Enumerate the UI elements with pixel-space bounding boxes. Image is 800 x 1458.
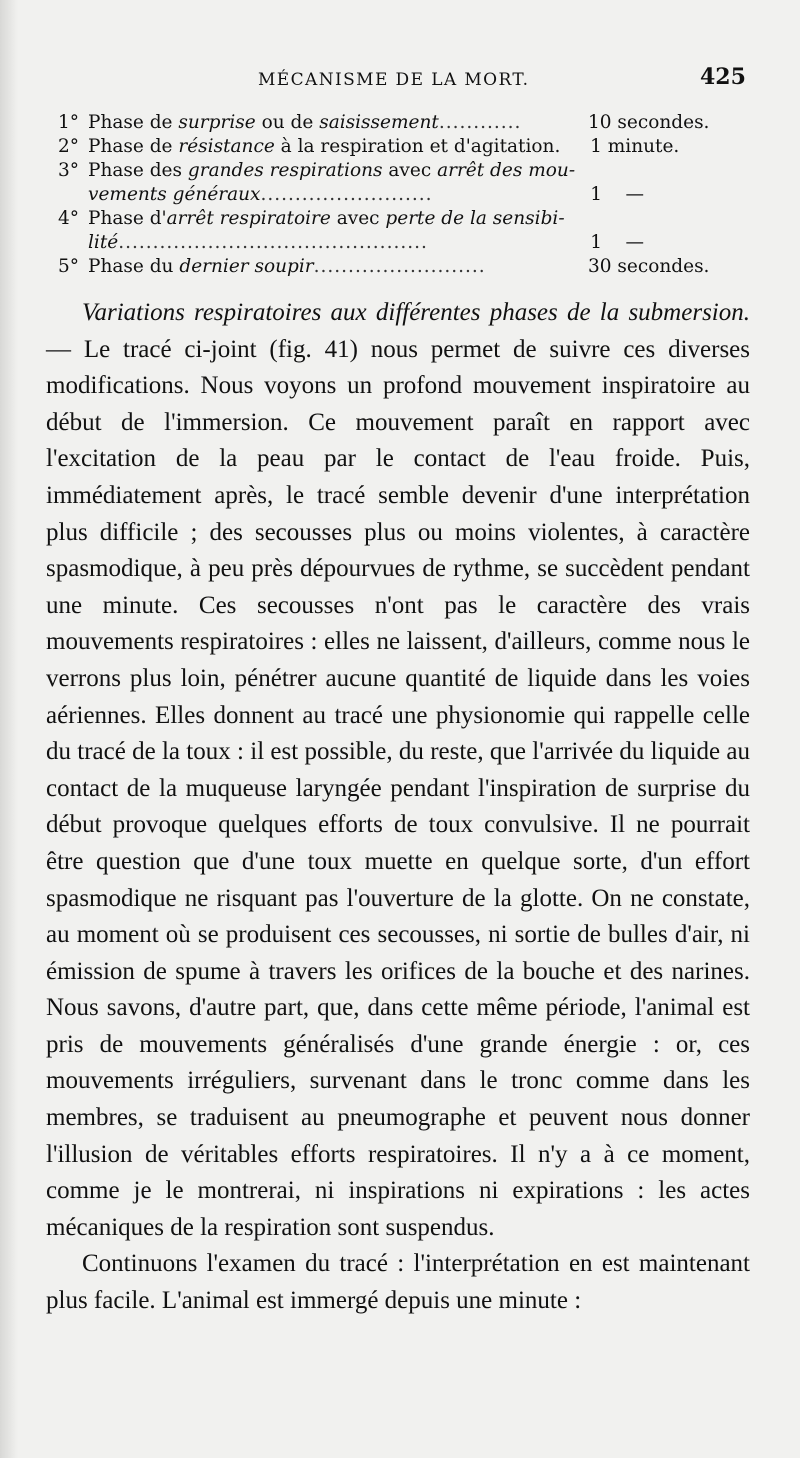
phase-duration: 10 secondes. [588, 112, 710, 133]
phase-label [58, 255, 588, 279]
leader-dots: ............ [438, 112, 522, 133]
phase-label [58, 135, 580, 159]
phase-label [58, 207, 588, 231]
phase-duration: 1 minute. [590, 136, 680, 157]
leader-dots: ............................................. [118, 232, 428, 253]
phase-row [58, 135, 728, 159]
phase-emphasis: vements généraux [88, 184, 261, 205]
phase-emphasis: perte de la sensibi- [385, 208, 565, 229]
section-title: Variations respiratoires aux différentes phases de la submersion. [82, 299, 750, 326]
leader-dots: ......................... [260, 184, 433, 205]
paragraph-text: — Le tracé ci-joint (fig. 41) nous permet de suivre ces diverses modifications. Nous voyons un profond mouvement inspiratoire au début de l'immersion. Ce mouvement paraît en rapport avec l'excitation de la peau par le contact de l'eau froide. Puis, immédiatement après, le tracé semble devenir d'une interprétation plus difficile ; des secousses plus ou moins violentes, à caractère spasmodique, à peu près dépourvues de rythme, se succèdent pendant une minute. Ces secousses n'ont pas le caractère des vrais mouvements respiratoires : elles ne laissent, d'ailleurs, comme nous le verrons plus loin, pénétrer aucune quantité de liquide dans les voies aériennes. Elles donnent au tracé une physionomie qui rappelle celle du tracé de la toux : il est possible, du reste, que l'arrivée du liquide au contact de la muqueuse laryngée pendant l'inspiration de surprise du début provoque quelques efforts de toux convulsive. Il ne pourrait être question que d'une toux muette en quelque sorte, d'un effort spasmodique ne risquant pas l'ouverture de la glotte. On ne constate, au moment où se produisent ces secousses, ni sortie de bulles d'air, ni émission de spume à travers les orifices de la bouche et des narines. Nous savons, d'autre part, que, dans cette même période, l'animal est pris de mouvements généralisés d'une grande énergie : or, ces mouvements irréguliers, survenant dans le tronc comme dans les membres, se traduisent au pneumographe et peuvent nous donner l'illusion de véritables efforts respiratoires. Il n'y a à ce moment, comme je le montrerai, ni inspirations ni expirations : les actes mécaniques de la respiration sont suspendus. [46, 335, 750, 1241]
phase-emphasis: saisissement [319, 112, 439, 133]
page-binding-shadow [0, 0, 18, 1458]
phase-number: 1° [58, 112, 80, 133]
phase-text: Phase des [88, 160, 188, 181]
phase-label [58, 111, 588, 135]
phase-text: Phase d' [88, 208, 167, 229]
phase-row [58, 159, 728, 183]
body-text [46, 295, 750, 1320]
phase-duration: 1 — [590, 184, 644, 205]
running-title: MÉCANISME DE LA MORT. [258, 70, 530, 90]
phase-emphasis: arrêt des mou- [437, 160, 576, 181]
phase-duration: 30 secondes. [588, 256, 710, 277]
phase-row [58, 111, 728, 135]
phase-label [58, 159, 588, 183]
phase-text: ou de [255, 112, 320, 133]
phase-label [58, 183, 580, 207]
page-header [0, 64, 800, 98]
phase-text: Phase de [88, 136, 179, 157]
phase-table [58, 111, 728, 279]
phase-emphasis: surprise [178, 112, 256, 133]
paragraph-text: Continuons l'examen du tracé : l'interprétation en est maintenant plus facile. L'animal est immergé depuis une minute : [46, 1250, 750, 1315]
leader-dots: ......................... [313, 256, 486, 277]
phase-emphasis: résistance [178, 136, 275, 157]
page-number: 425 [700, 64, 746, 90]
paragraph [46, 295, 750, 1246]
phase-text: avec [330, 208, 386, 229]
phase-label [58, 231, 580, 255]
phase-duration: 1 — [590, 232, 644, 253]
phase-row [58, 255, 728, 279]
phase-emphasis: dernier soupir [179, 256, 314, 277]
phase-emphasis: lité [88, 232, 119, 253]
phase-text: Phase du [88, 256, 180, 277]
phase-number: 2° [58, 136, 80, 157]
phase-text: Phase de [88, 112, 179, 133]
phase-number: 5° [58, 256, 80, 277]
phase-row [58, 231, 728, 255]
phase-text: à la respiration et d'agitation. [274, 136, 561, 157]
phase-emphasis: arrêt respiratoire [166, 208, 331, 229]
phase-emphasis: grandes respirations [187, 160, 383, 181]
phase-row [58, 207, 728, 231]
paragraph [46, 1246, 750, 1319]
phase-number: 3° [58, 160, 80, 181]
phase-row [58, 183, 728, 207]
phase-number: 4° [58, 208, 80, 229]
phase-text: avec [382, 160, 438, 181]
